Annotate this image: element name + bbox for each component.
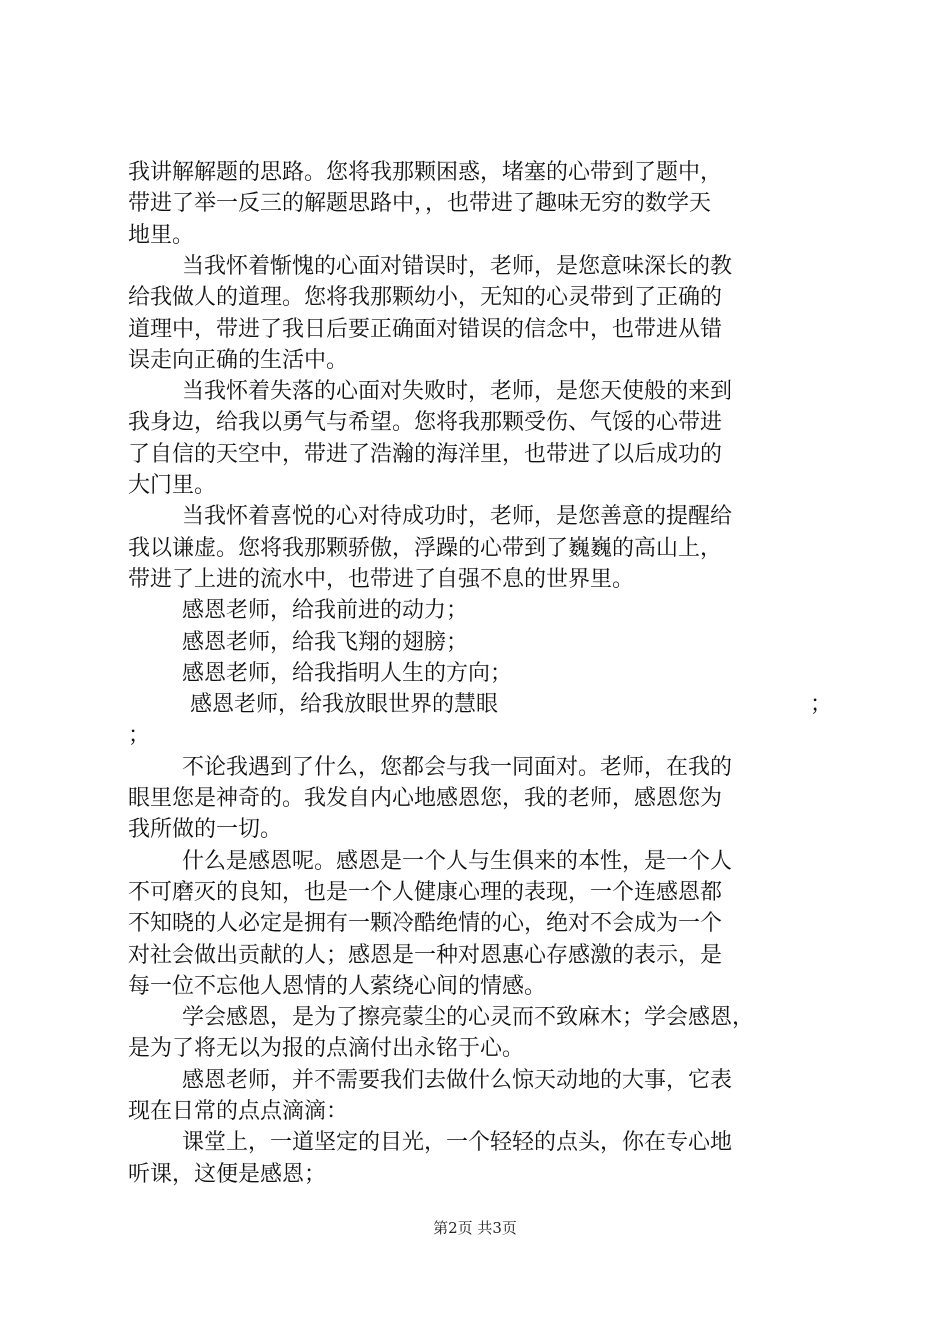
text-segment: 带进了举一反三的解题思路中，，也带进了趣味无穷的数学天 <box>128 191 712 216</box>
text-line <box>0 221 950 255</box>
text-line <box>0 252 950 286</box>
text-segment: 不知晓的人必定是拥有一颗冷酷绝情的心，绝对不会成为一个 <box>128 911 723 936</box>
text-segment: 我讲解解题的思路。您将我那颗困惑，堵塞的心带到了题中， <box>128 160 723 185</box>
text-segment: 是为了将无以为报的点滴付出永铭于心。 <box>128 1036 525 1061</box>
text-line <box>0 596 950 630</box>
text-line <box>0 721 950 755</box>
text-segment: ； <box>810 692 833 717</box>
text-segment: 带进了上进的流水中，也带进了自强不息的世界里。 <box>128 567 635 592</box>
text-segment: 我以谦虚。您将我那颗骄傲，浮躁的心带到了巍巍的高山上， <box>128 536 723 561</box>
text-segment: 不可磨灭的良知，也是一个人健康心理的表现，一个连感恩都 <box>128 880 723 905</box>
text-segment: 给我做人的道理。您将我那颗幼小，无知的心灵带到了正确的 <box>128 285 723 310</box>
text-line <box>0 909 950 943</box>
text-line <box>0 628 950 662</box>
text-line <box>0 440 950 474</box>
text-line <box>0 1097 950 1131</box>
text-line <box>0 941 950 975</box>
text-segment: 每一位不忘他人恩情的人萦绕心间的情感。 <box>128 974 547 999</box>
text-segment: 学会感恩，是为了擦亮蒙尘的心灵而不致麻木；学会感恩， <box>182 1005 755 1030</box>
text-line <box>0 1160 950 1194</box>
text-segment: 现在日常的点点滴滴： <box>128 1099 349 1124</box>
text-segment: 当我怀着惭愧的心面对错误时，老师，是您意味深长的教 <box>182 254 733 279</box>
text-line <box>0 471 950 505</box>
text-line <box>0 1003 950 1037</box>
text-line <box>0 502 950 536</box>
text-segment: 了自信的天空中，带进了浩瀚的海洋里，也带进了以后成功的 <box>128 442 723 467</box>
text-segment: 当我怀着失落的心面对失败时，老师，是您天使般的来到 <box>182 379 733 404</box>
text-segment: 听课，这便是感恩； <box>128 1162 327 1187</box>
text-line <box>0 377 950 411</box>
text-segment: 不论我遇到了什么，您都会与我一同面对。老师，在我的 <box>182 755 733 780</box>
text-segment: 道理中，带进了我日后要正确面对错误的信念中，也带进从错 <box>128 317 723 342</box>
text-segment: 误走向正确的生活中。 <box>128 348 349 373</box>
text-segment: ； <box>128 723 151 748</box>
text-line <box>0 815 950 849</box>
text-line <box>0 847 950 881</box>
text-segment: 我所做的一切。 <box>128 817 283 842</box>
text-segment: 地里。 <box>128 223 195 248</box>
text-line <box>0 690 950 724</box>
text-line <box>0 878 950 912</box>
text-line <box>0 753 950 787</box>
text-line <box>0 346 950 380</box>
text-segment: 什么是感恩呢。感恩是一个人与生俱来的本性，是一个人 <box>182 849 733 874</box>
text-line <box>0 408 950 442</box>
text-line <box>0 1066 950 1100</box>
text-line <box>0 565 950 599</box>
text-line <box>0 534 950 568</box>
text-segment: 感恩老师，给我前进的动力； <box>182 598 469 623</box>
text-line <box>0 1034 950 1068</box>
text-line <box>0 315 950 349</box>
text-segment: 课堂上，一道坚定的目光，一个轻轻的点头，你在专心地 <box>182 1130 733 1155</box>
text-segment: 我身边，给我以勇气与希望。您将我那颗受伤、气馁的心带进 <box>128 410 723 435</box>
text-segment: 感恩老师，给我飞翔的翅膀； <box>182 630 469 655</box>
text-line <box>0 659 950 693</box>
text-line <box>0 158 950 192</box>
text-segment: 大门里。 <box>128 473 217 498</box>
text-line <box>0 972 950 1006</box>
text-line <box>0 283 950 317</box>
text-segment: 感恩老师，给我指明人生的方向； <box>182 661 513 686</box>
text-line <box>0 784 950 818</box>
text-segment: 感恩老师，给我放眼世界的慧眼 <box>190 692 499 717</box>
text-segment: 眼里您是神奇的。我发自内心地感恩您，我的老师，感恩您为 <box>128 786 723 811</box>
text-segment: 感恩老师，并不需要我们去做什么惊天动地的大事，它表 <box>182 1068 733 1093</box>
text-segment: 当我怀着喜悦的心对待成功时，老师，是您善意的提醒给 <box>182 504 733 529</box>
text-line <box>0 189 950 223</box>
page-footer: 第2页 共3页 <box>433 1219 517 1237</box>
text-line <box>0 1128 950 1162</box>
text-segment: 对社会做出贡献的人；感恩是一种对恩惠心存感激的表示，是 <box>128 943 723 968</box>
